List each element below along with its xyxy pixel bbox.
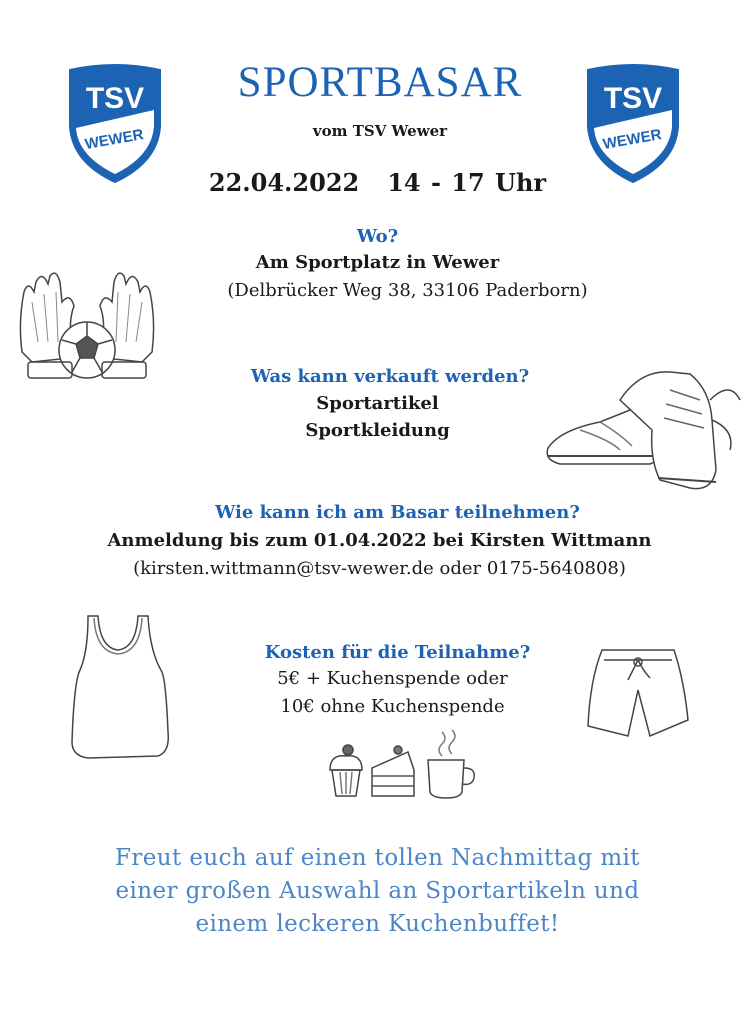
cost-option-2: 10€ ohne Kuchenspende (280, 696, 505, 717)
closing-line-3: einem leckeren Kuchenbuffet! (195, 911, 560, 937)
what-question: Was kann verkauft werden? (250, 366, 530, 387)
where-answer: Am Sportplatz in Wewer (255, 252, 500, 273)
logo-text-wewer: WEWER (83, 126, 145, 154)
event-time: 14 - 17 Uhr (387, 168, 547, 197)
tank-top-icon (58, 612, 178, 762)
what-item-sportartikel: Sportartikel (316, 393, 439, 414)
cost-question: Kosten für die Teilnahme? (264, 642, 531, 663)
where-question: Wo? (356, 226, 399, 247)
cost-option-1: 5€ + Kuchenspende oder (277, 668, 508, 689)
where-address: (Delbrücker Weg 38, 33106 Paderborn) (227, 280, 588, 301)
closing-text (60, 842, 695, 941)
sneakers-icon (540, 360, 750, 500)
page-subtitle: vom TSV Wewer (312, 122, 448, 140)
what-item-sportkleidung: Sportkleidung (305, 420, 450, 441)
event-datetime (0, 168, 755, 197)
how-answer: Anmeldung bis zum 01.04.2022 bei Kirsten Wittmann (107, 530, 652, 551)
logo-text-tsv: TSV (85, 82, 145, 115)
how-contact: (kirsten.wittmann@tsv-wewer.de oder 0175-5640808) (133, 558, 626, 579)
goalkeeper-gloves-ball-icon (12, 262, 162, 387)
shorts-icon (580, 640, 695, 750)
how-question: Wie kann ich am Basar teilnehmen? (215, 502, 580, 523)
cupcake-icon (326, 740, 366, 800)
coffee-cup-icon (424, 728, 480, 800)
cake-slice-icon (368, 740, 418, 800)
logo-text-tsv: TSV (603, 82, 663, 115)
closing-line-2: einer großen Auswahl an Sportartikeln und (115, 878, 640, 904)
logo-text-wewer: WEWER (601, 126, 663, 154)
event-date: 22.04.2022 (208, 168, 360, 197)
closing-line-1: Freut euch auf einen tollen Nachmittag mit (115, 845, 640, 871)
page-title: SPORTBASAR (237, 59, 523, 106)
